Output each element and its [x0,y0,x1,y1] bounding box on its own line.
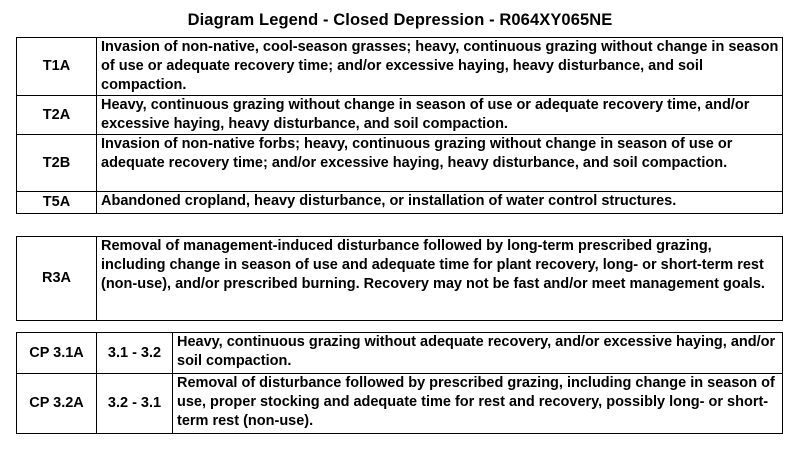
pathway-states: 3.2 - 3.1 [97,374,173,434]
legend-title: Diagram Legend - Closed Depression - R064XY065NE [187,11,613,29]
table-row [17,192,783,214]
pathway-description: Removal of disturbance followed by prescribed grazing, including change in season of use, proper stocking and adequate time for rest and recovery, possibly long- or short-term rest (non-use). [173,374,783,434]
pathway-code: CP 3.1A [17,333,97,374]
table-row [17,96,783,135]
transition-code: T2B [17,135,97,192]
table-row [17,374,783,434]
table-row [17,38,783,96]
pathway-description: Heavy, continuous grazing without adequate recovery, and/or excessive haying, and/or soil compaction. [173,333,783,374]
transitions-table [16,37,783,214]
transition-code: T2A [17,96,97,135]
table-row [17,135,783,192]
restoration-table [16,236,783,321]
table-row [17,237,783,321]
transition-description: Invasion of non-native, cool-season grasses; heavy, continuous grazing without change in season of use or adequate recovery time; and/or excessive haying, heavy disturbance, and soil compaction. [97,38,783,96]
transition-code: T5A [17,192,97,214]
table-row [17,333,783,374]
restoration-description: Removal of management-induced disturbance followed by long-term prescribed grazing, including change in season of use and adequate time for plant recovery, long- or short-term rest (non-use), and/or prescribed burning. Recovery may not be fast and/or meet management goals. [97,237,783,321]
pathway-code: CP 3.2A [17,374,97,434]
community-pathways-table [16,332,783,434]
transition-description: Abandoned cropland, heavy disturbance, or installation of water control structures. [97,192,783,214]
restoration-code: R3A [17,237,97,321]
transition-description: Heavy, continuous grazing without change in season of use or adequate recovery time, and/or excessive haying, heavy disturbance, and soil compaction. [97,96,783,135]
pathway-states: 3.1 - 3.2 [97,333,173,374]
transition-description: Invasion of non-native forbs; heavy, continuous grazing without change in season of use or adequate recovery time; and/or excessive haying, heavy disturbance, and soil compaction. [97,135,783,192]
transition-code: T1A [17,38,97,96]
